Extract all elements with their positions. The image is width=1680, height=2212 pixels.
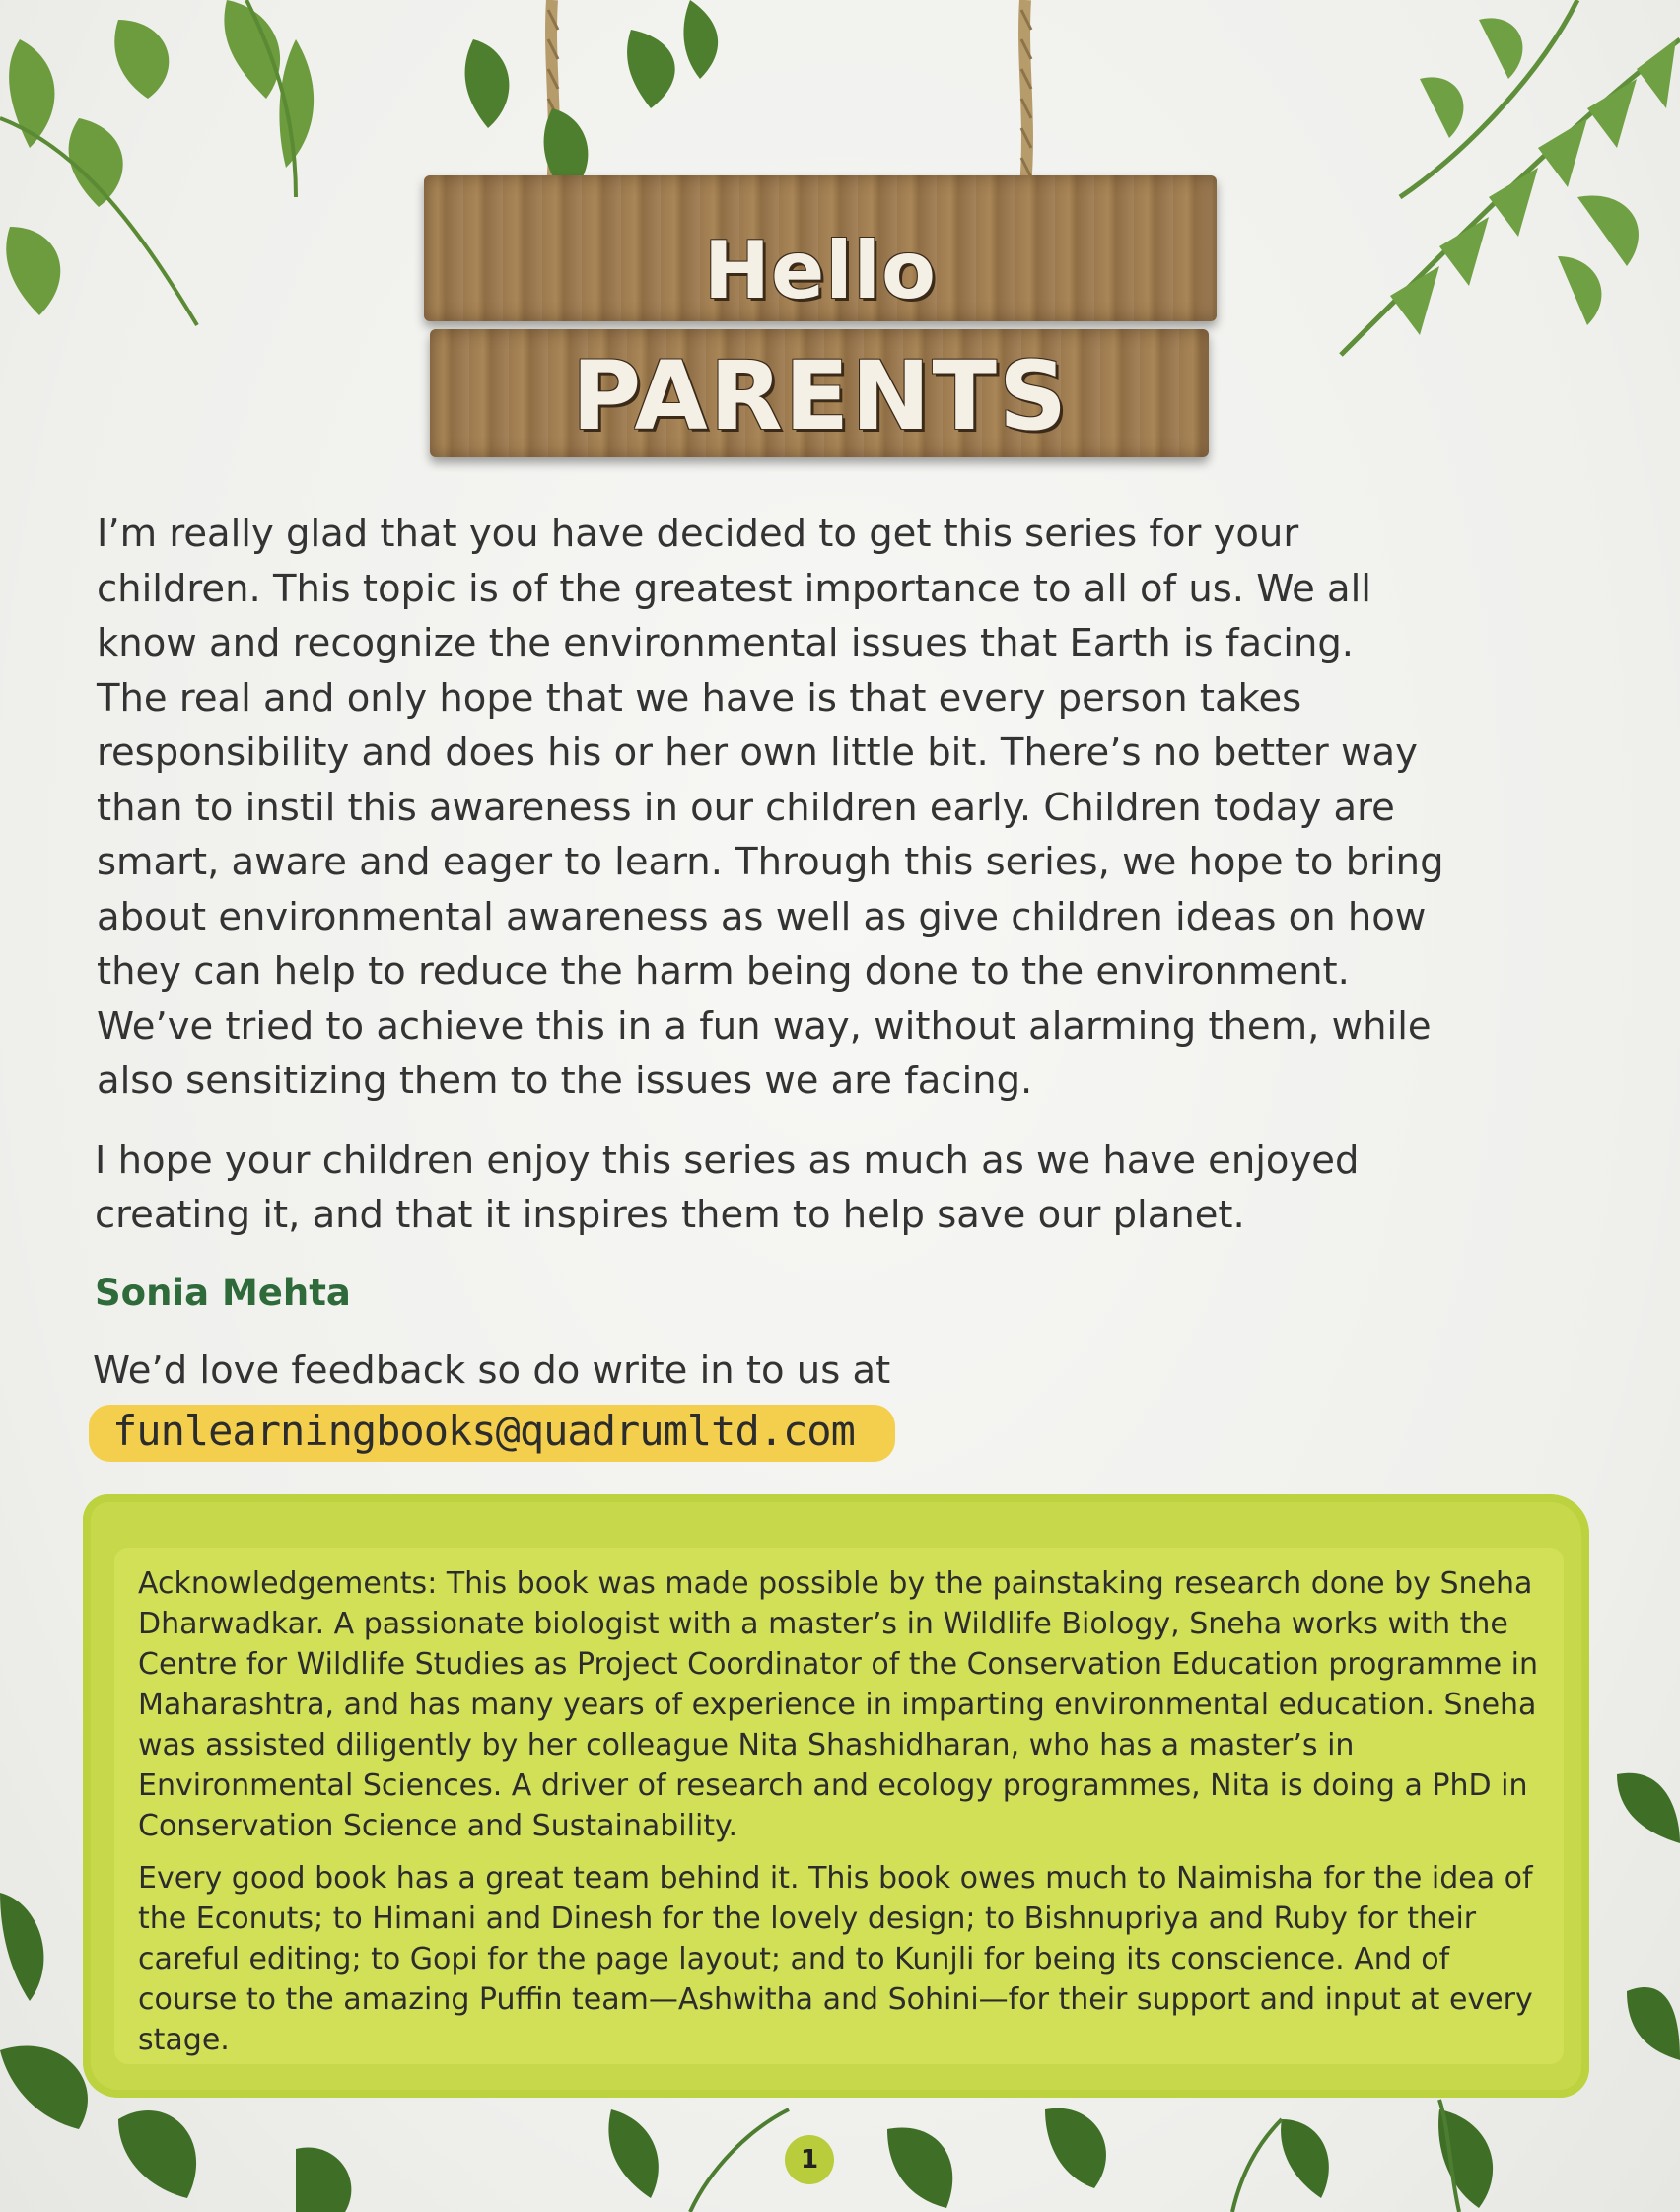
signature: Sonia Mehta [95, 1272, 351, 1314]
acknowledgements-paragraph: Acknowledgements: This book was made possible by the painstaking research done by Sneha Dharwadkar. A passionate biologist with a master’s in Wildlife Biology, Sneha works with the Centre for Wildlife Studies as Project Coordinator of the Conservation Education programme in Maharashtra, and has many years of experience in imparting environmental education. Sneha was assisted diligently by her colleague Nita Shashidharan, who has a master’s in Environmental Sciences. A driver of research and ecology programmes, Nita is doing a PhD in Conservation Science and Sustainability. [138, 1566, 1538, 1843]
sign-title-parents: PARENTS [571, 341, 1070, 451]
closing-line: creating it, and that it inspires them to help save our planet. [95, 1193, 1245, 1237]
closing-line: I hope your children enjoy this series as much as we have enjoyed [95, 1139, 1360, 1183]
letter-line: smart, aware and eager to learn. Through this series, we hope to bring [97, 840, 1444, 884]
email-link[interactable]: funlearningbooks@quadrumltd.com [112, 1407, 855, 1455]
letter-line: responsibility and does his or her own little bit. There’s no better way [97, 730, 1418, 775]
page-number: 1 [785, 2135, 834, 2184]
letter-body [97, 507, 1536, 1109]
letter-line: know and recognize the environmental issues that Earth is facing. [97, 621, 1355, 665]
letter-line: children. This topic is of the greatest importance to all of us. We all [97, 566, 1372, 611]
letter-line: The real and only hope that we have is that every person takes [97, 675, 1302, 721]
sign-title-hello: Hello [703, 225, 937, 316]
letter-line: they can help to reduce the harm being done to the environment. [97, 949, 1350, 994]
letter-line: about environmental awareness as well as give children ideas on how [97, 894, 1427, 939]
feedback-text: We’d love feedback so do write in to us at [93, 1348, 891, 1393]
team-paragraph: Every good book has a great team behind it. This book owes much to Naimisha for the idea of the Econuts; to Himani and Dinesh for the lovely design; to Bishnupriya and Ruby for their careful editing; to Gopi for the page layout; and to Kunjli for being its conscience. And of course to the amazing Puffin team—Ashwitha and Sohini—for their support and input at every stage. [138, 1861, 1533, 2057]
letter-line: also sensitizing them to the issues we are facing. [97, 1059, 1033, 1103]
letter-line: I’m really glad that you have decided to get this series for your [97, 512, 1299, 556]
letter-line: than to instil this awareness in our children early. Children today are [97, 785, 1395, 830]
letter-closing [95, 1134, 1534, 1242]
hello-parents-sign [424, 175, 1217, 461]
letter-line: We’ve tried to achieve this in a fun way, without alarming them, while [97, 1003, 1432, 1049]
acknowledgements-text [138, 1563, 1550, 2072]
